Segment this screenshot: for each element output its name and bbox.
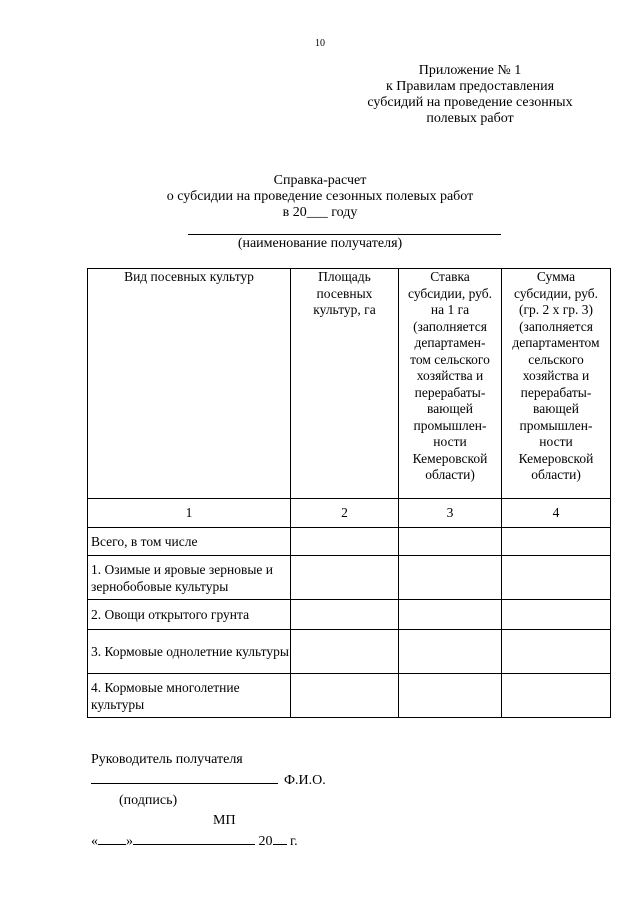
cell-rate-annual-fodder[interactable]	[399, 630, 502, 674]
year-suffix: г.	[290, 834, 298, 849]
appendix-note	[350, 63, 590, 127]
cell-sum-annual-fodder[interactable]	[502, 630, 611, 674]
page-number: 10	[315, 38, 325, 49]
column-number: 2	[291, 499, 399, 528]
row-label-grain: 1. Озимые и яровые зерновые и зернобобовые культуры	[88, 556, 291, 600]
cell-area-grain[interactable]	[291, 556, 399, 600]
head-label: Руководитель получателя	[91, 752, 243, 767]
cell-rate-perennial-fodder[interactable]	[399, 674, 502, 718]
row-label-annual-fodder: 3. Кормовые однолетние культуры	[88, 630, 291, 674]
date-row	[91, 831, 326, 852]
table-header-row	[88, 269, 611, 499]
table-row	[88, 674, 611, 718]
cell-rate-vegetables[interactable]	[399, 600, 502, 630]
sign-caption: (подпись)	[119, 793, 178, 808]
recipient-name-line	[188, 234, 501, 235]
cell-area-perennial-fodder[interactable]	[291, 674, 399, 718]
row-label-total: Всего, в том числе	[88, 528, 291, 556]
column-number: 4	[502, 499, 611, 528]
date-open-quote: «	[91, 834, 98, 849]
title-line-2: о субсидии на проведение сезонных полевых работ	[166, 189, 474, 204]
column-number: 1	[88, 499, 291, 528]
appendix-line-2: к Правилам предоставления	[385, 79, 555, 94]
cell-sum-total[interactable]	[502, 528, 611, 556]
cell-area-total[interactable]	[291, 528, 399, 556]
stamp-label: МП	[213, 813, 236, 828]
cell-rate-grain[interactable]	[399, 556, 502, 600]
row-label-perennial-fodder: 4. Кормовые многолетние культуры	[88, 674, 291, 718]
date-month-line[interactable]	[133, 831, 255, 845]
cell-area-annual-fodder[interactable]	[291, 630, 399, 674]
appendix-line-1: Приложение № 1	[418, 63, 522, 78]
document-title	[0, 173, 640, 221]
table-row	[88, 630, 611, 674]
table-row	[88, 556, 611, 600]
date-day-line[interactable]	[98, 831, 126, 845]
header-area: Площадь посевных культур, га	[291, 269, 399, 499]
fio-label: Ф.И.О.	[284, 773, 326, 788]
signature-row	[91, 770, 326, 791]
header-sum: Сумма субсидии, руб. (гр. 2 x гр. 3) (заполняется департаментом сельского хозяйства и перерабаты- вающей промышлен- ности Кемеровской области)	[502, 269, 611, 499]
table-row	[88, 600, 611, 630]
cell-sum-vegetables[interactable]	[502, 600, 611, 630]
cell-sum-grain[interactable]	[502, 556, 611, 600]
appendix-line-3: субсидий на проведение сезонных	[367, 95, 573, 110]
date-close-quote: »	[126, 834, 133, 849]
cell-area-vegetables[interactable]	[291, 600, 399, 630]
title-line-3: в 20___ году	[282, 205, 358, 220]
subsidy-table	[87, 268, 611, 718]
cell-rate-total[interactable]	[399, 528, 502, 556]
column-number-row	[88, 499, 611, 528]
row-label-vegetables: 2. Овощи открытого грунта	[88, 600, 291, 630]
appendix-line-4: полевых работ	[426, 111, 514, 126]
date-year-line[interactable]	[273, 831, 287, 845]
signature-line[interactable]	[91, 770, 278, 784]
table-row	[88, 528, 611, 556]
header-rate: Ставка субсидии, руб. на 1 га (заполняется департамен- том сельского хозяйства и перерабаты- вающей промышлен- ности Кемеровской области)	[399, 269, 502, 499]
header-crop-type: Вид посевных культур	[88, 269, 291, 499]
column-number: 3	[399, 499, 502, 528]
year-prefix: 20	[258, 834, 273, 849]
cell-sum-perennial-fodder[interactable]	[502, 674, 611, 718]
recipient-caption: (наименование получателя)	[237, 236, 403, 251]
signature-block	[91, 750, 326, 852]
title-line-1: Справка-расчет	[273, 173, 367, 188]
